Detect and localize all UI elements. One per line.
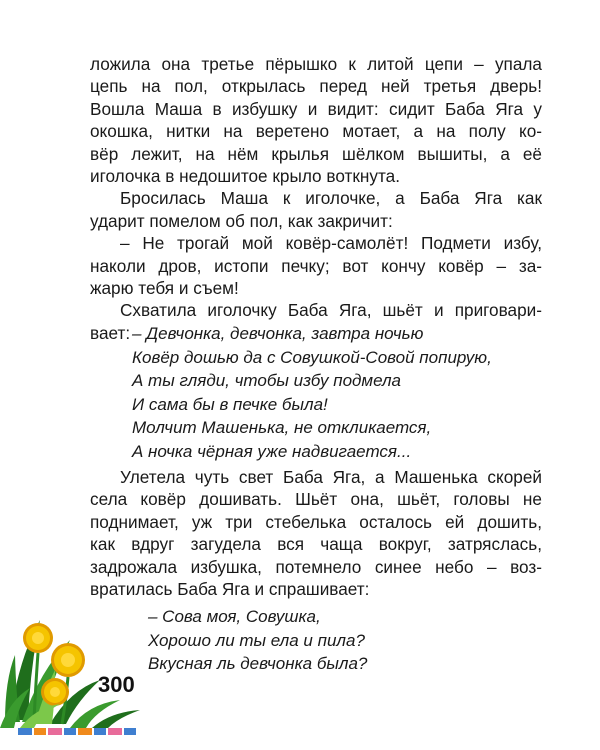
text-line: села ковёр дошивать. Шьёт она, шьёт, головы не (90, 489, 542, 510)
poem-line: Вкусная ль девчонка была? (148, 654, 368, 673)
text-line: цепь на пол, открылась перед ней третья дверь! (90, 76, 542, 97)
dandelion-grass-illustration-icon (0, 600, 160, 750)
text-line: наколи дров, истопи печку; вот кончу ковёр – за- (90, 255, 542, 276)
paragraph-5 (90, 466, 542, 600)
paragraph-2 (90, 187, 542, 232)
text-line: вает: (90, 322, 131, 343)
paragraph-1 (90, 53, 542, 187)
text-line: Вошла Маша в избушку и видит: сидит Баба Яга у (90, 98, 542, 119)
text-line: ложила она третье пёрышко к литой цепи – упала (90, 54, 542, 74)
poem-line: А ты гляди, чтобы избу подмела (132, 371, 402, 390)
text-line: Схватила иголочку Баба Яга, шьёт и приговари- (120, 300, 542, 321)
text-line: поднимает, уж три стебелька осталось ей дошить, (90, 511, 542, 532)
poem-verse-2 (148, 606, 367, 677)
dandelion-flower-lower (41, 678, 69, 706)
text-line: – Не трогай мой ковёр-самолёт! Подмети избу, (120, 233, 542, 254)
text-line: окошка, нитки на веретено мотает, а на полу ко- (90, 121, 542, 142)
text-line: задрожала избушка, потемнело синее небо – воз- (90, 556, 542, 577)
text-line: ударит помелом об пол, как закричит: (90, 210, 393, 231)
poem-line: – Сова моя, Совушка, (148, 607, 321, 626)
text-line: жарю тебя и съем! (90, 277, 239, 298)
poem-line: А ночка чёрная уже надвигается... (132, 441, 412, 461)
text-line: вратилась Баба Яга и спрашивает: (90, 578, 370, 599)
text-line: Улетела чуть свет Баба Яга, а Машенька скорей (120, 467, 542, 487)
poem-line: – Девчонка, девчонка, завтра ночью (132, 324, 424, 343)
text-line: как вдруг загудела вся чаща вокруг, затряслась, (90, 534, 542, 555)
text-line: иголочка в недошитое крыло воткнута. (90, 165, 400, 186)
poem-line: Молчит Машенька, не откликается, (132, 418, 432, 437)
poem-verse-1 (132, 322, 492, 463)
main-text-block (90, 53, 542, 344)
ground-stripe (18, 728, 136, 735)
page-number: 300 (98, 672, 135, 697)
text-line: Бросилась Маша к иголочке, а Баба Яга как (120, 188, 542, 209)
paragraph-3-dialogue (90, 232, 542, 299)
poem-line: И сама бы в печке была! (132, 394, 328, 414)
poem-line: Хорошо ли ты ела и пила? (148, 630, 365, 650)
text-line: вёр лежит, на нём крылья шёлком вышиты, а её (90, 143, 542, 164)
poem-line: Ковёр дошью да с Совушкой-Совой попирую, (132, 347, 492, 367)
